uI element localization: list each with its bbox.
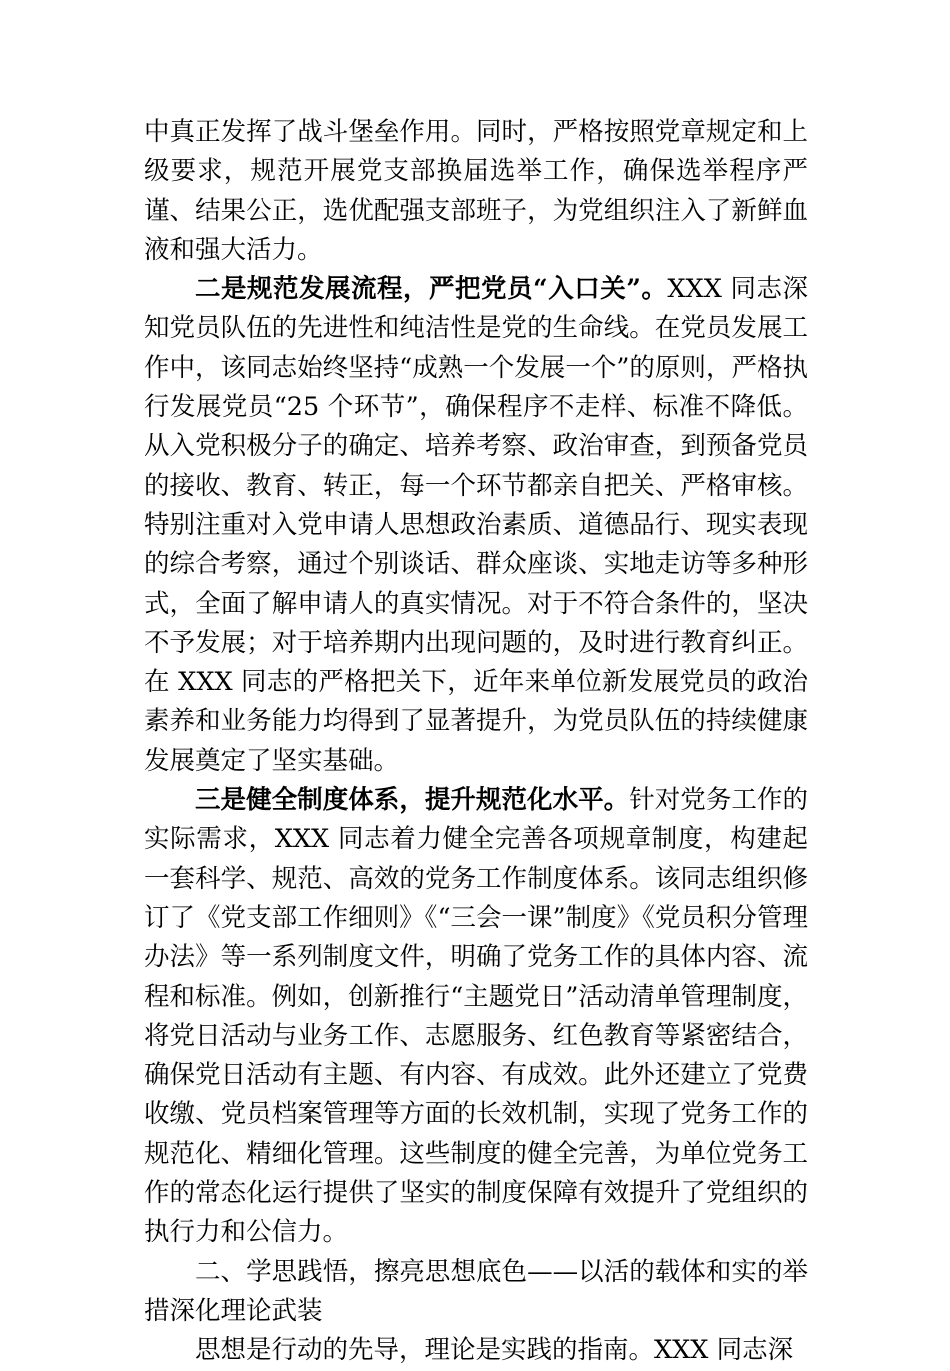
paragraph-institution-system (144, 781, 808, 1253)
paragraph-development-process (144, 270, 808, 781)
paragraph-text: XXX 同志深知党员队伍的先进性和纯洁性是党的生命线。在党员发展工作中，该同志始终坚持“成熟一个发展一个”的原则，严格执行发展党员“25 个环节”，确保程序不走样、标准不降低。从入党积极分子的确定、培养考察、政治审查，到预备党员的接收、教育、转正，每一个环节都亲自把关、严格审核。特别注重对入党申请人思想政治素质、道德品行、现实表现的综合考察，通过个别谈话、群众座谈、实地走访等多种形式，全面了解申请人的真实情况。对于不符合条件的，坚决不予发展；对于培养期内出现问题的，及时进行教育纠正。在 XXX 同志的严格把关下，近年来单位新发展党员的政治素养和业务能力均得到了显著提升，为党员队伍的持续健康发展奠定了坚实基础。 (144, 274, 808, 776)
paragraph-text: 中真正发挥了战斗堡垒作用。同时，严格按照党章规定和上级要求，规范开展党支部换届选举工作，确保选举程序严谨、结果公正，选优配强支部班子，为党组织注入了新鲜血液和强大活力。 (144, 117, 808, 265)
paragraph-thought-intro (144, 1331, 808, 1370)
paragraph-text: 思想是行动的先导，理论是实践的指南。XXX 同志深 (195, 1335, 794, 1366)
paragraph-continuation (144, 113, 808, 270)
paragraph-lead-heading: 三是健全制度体系，提升规范化水平。 (195, 785, 630, 816)
paragraph-lead-heading: 二是规范发展流程，严把党员“入口关”。 (195, 274, 668, 305)
paragraph-text: 针对党务工作的实际需求，XXX 同志着力健全完善各项规章制度，构建起一套科学、规范、高效的党务工作制度体系。该同志组织修订了《党支部工作细则》《“三会一课”制度》《党员积分管理办法》等一系列制度文件，明确了党务工作的具体内容、流程和标准。例如，创新推行“主题党日”活动清单管理制度，将党日活动与业务工作、志愿服务、红色教育等紧密结合，确保党日活动有主题、有内容、有成效。此外还建立了党费收缴、党员档案管理等方面的长效机制，实现了党务工作的规范化、精细化管理。这些制度的健全完善，为单位党务工作的常态化运行提供了坚实的制度保障有效提升了党组织的执行力和公信力。 (144, 785, 808, 1248)
section-heading (144, 1253, 808, 1332)
section-heading-text: 二、学思践悟，擦亮思想底色——以活的载体和实的举措深化理论武装 (144, 1256, 808, 1326)
document-body (144, 113, 808, 1371)
